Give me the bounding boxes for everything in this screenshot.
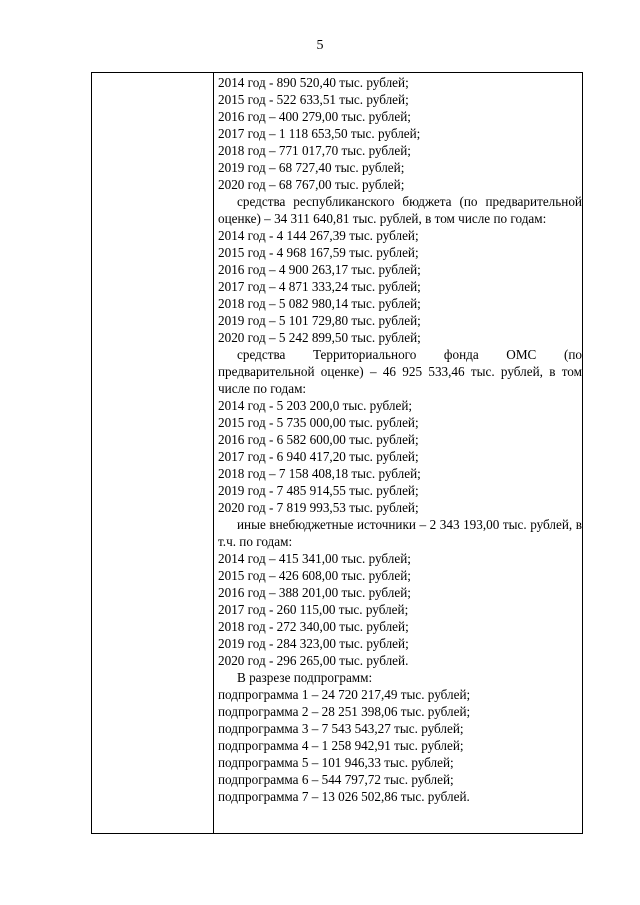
text-line: 2018 год – 7 158 408,18 тыс. рублей;	[218, 466, 421, 481]
text-line: подпрограмма 3 – 7 543 543,27 тыс. рублей;	[218, 721, 464, 736]
text-line: 2020 год - 7 819 993,53 тыс. рублей;	[218, 500, 419, 515]
text-line: 2014 год - 5 203 200,0 тыс. рублей;	[218, 398, 413, 413]
text-line: подпрограмма 6 – 544 797,72 тыс. рублей;	[218, 772, 454, 787]
table-right-cell	[218, 74, 582, 805]
text-line: 2018 год – 771 017,70 тыс. рублей;	[218, 143, 411, 158]
table-column-divider	[213, 73, 214, 833]
text-line: 2017 год - 6 940 417,20 тыс. рублей;	[218, 449, 419, 464]
text-line: 2016 год - 6 582 600,00 тыс. рублей;	[218, 432, 419, 447]
text-line: 2017 год – 1 118 653,50 тыс. рублей;	[218, 126, 421, 141]
text-line: 2018 год - 272 340,00 тыс. рублей;	[218, 619, 409, 634]
financing-table	[91, 72, 583, 834]
text-line: 2019 год - 7 485 914,55 тыс. рублей;	[218, 483, 419, 498]
text-line: 2014 год - 890 520,40 тыс. рублей;	[218, 75, 409, 90]
text-line: 2020 год - 296 265,00 тыс. рублей.	[218, 653, 409, 668]
text-line: 2017 год - 260 115,00 тыс. рублей;	[218, 602, 409, 617]
text-line: 2017 год – 4 871 333,24 тыс. рублей;	[218, 279, 421, 294]
text-line: подпрограмма 2 – 28 251 398,06 тыс. рублей;	[218, 704, 471, 719]
text-line: 2020 год – 68 767,00 тыс. рублей;	[218, 177, 405, 192]
text-line: 2015 год - 5 735 000,00 тыс. рублей;	[218, 415, 419, 430]
text-line: 2016 год – 4 900 263,17 тыс. рублей;	[218, 262, 421, 277]
paragraph: средства Территориального фонда ОМС (по предварительной оценке) – 46 925 533,46 тыс. рублей, в том числе по годам:	[218, 347, 582, 396]
table-left-cell	[92, 73, 213, 833]
text-line: 2018 год – 5 082 980,14 тыс. рублей;	[218, 296, 421, 311]
text-line: 2016 год – 388 201,00 тыс. рублей;	[218, 585, 411, 600]
text-line: подпрограмма 7 – 13 026 502,86 тыс. рублей.	[218, 789, 470, 804]
text-line: подпрограмма 1 – 24 720 217,49 тыс. рублей;	[218, 687, 471, 702]
text-line: 2015 год – 426 608,00 тыс. рублей;	[218, 568, 411, 583]
text-line: подпрограмма 4 – 1 258 942,91 тыс. рублей;	[218, 738, 464, 753]
text-line: 2019 год – 5 101 729,80 тыс. рублей;	[218, 313, 421, 328]
text-line: подпрограмма 5 – 101 946,33 тыс. рублей;	[218, 755, 454, 770]
text-line: 2019 год – 68 727,40 тыс. рублей;	[218, 160, 405, 175]
text-line: 2015 год - 4 968 167,59 тыс. рублей;	[218, 245, 419, 260]
text-line: 2016 год – 400 279,00 тыс. рублей;	[218, 109, 411, 124]
text-line: 2015 год - 522 633,51 тыс. рублей;	[218, 92, 409, 107]
paragraph: средства республиканского бюджета (по предварительной оценке) – 34 311 640,81 тыс. рублей, в том числе по годам:	[218, 194, 582, 226]
text-line: 2020 год – 5 242 899,50 тыс. рублей;	[218, 330, 421, 345]
text-line: 2014 год - 4 144 267,39 тыс. рублей;	[218, 228, 419, 243]
text-line: 2019 год - 284 323,00 тыс. рублей;	[218, 636, 409, 651]
paragraph: иные внебюджетные источники – 2 343 193,00 тыс. рублей, в т.ч. по годам:	[218, 517, 582, 549]
paragraph: В разрезе подпрограмм:	[237, 670, 373, 685]
text-line: 2014 год – 415 341,00 тыс. рублей;	[218, 551, 411, 566]
page-number: 5	[316, 38, 324, 53]
